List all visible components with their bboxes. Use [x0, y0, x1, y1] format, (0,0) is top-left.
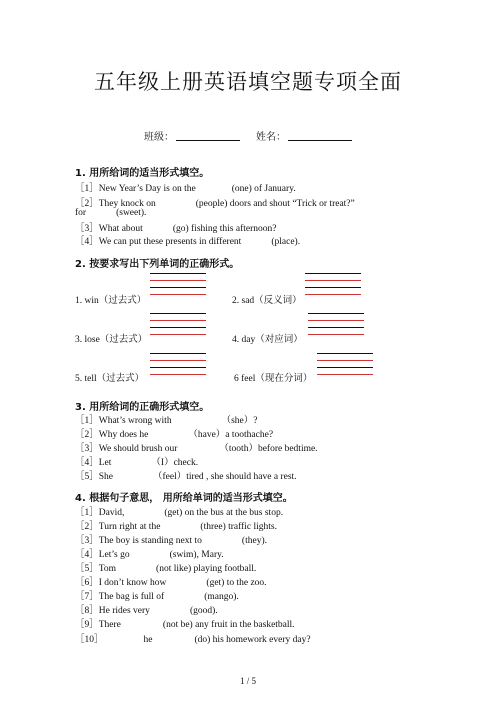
question-line: ［4］Let （I）check. [75, 458, 199, 468]
name-blank[interactable] [288, 140, 352, 141]
question-line: ［7］The bag is full of (mango). [75, 592, 239, 602]
question-line: ［6］I don’t know how (get) to the zoo. [75, 578, 267, 588]
answer-lines[interactable] [150, 313, 206, 341]
question-line: ［2］They knock on (people) doors and shout “Trick or treat?” [75, 199, 355, 209]
class-label: 班级： [144, 132, 174, 143]
word-item: 5. tell（过去式） [75, 374, 145, 384]
section-3-title: 3. 用所给词的正确形式填空。 [75, 402, 210, 413]
section-4-title: 4. 根据句子意思， 用所给单词的适当形式填空。 [75, 493, 293, 504]
question-line: ［1］David, (get) on the bus at the bus stop. [75, 508, 284, 518]
question-line: for (sweet). [75, 208, 147, 218]
page-number: 1 / 5 [239, 676, 256, 686]
question-line: ［10］ he (do) his homework every day? [75, 635, 311, 645]
question-line: ［3］The boy is standing next to (they). [75, 536, 267, 546]
answer-lines[interactable] [308, 313, 364, 341]
word-item: 1. win（过去式） [75, 296, 147, 306]
word-item: 3. lose（过去式） [75, 335, 148, 345]
question-line: ［9］There (not be) any fruit in the basketball. [75, 620, 295, 630]
section-2-title: 2. 按要求写出下列单词的正确形式。 [75, 259, 240, 270]
question-line: ［3］We should brush our （tooth）before bedtime. [75, 444, 318, 454]
question-line: ［2］Why does he （have）a toothache? [75, 430, 274, 440]
question-line: ［4］We can put these presents in different (place). [75, 237, 301, 247]
answer-lines[interactable] [305, 273, 361, 301]
question-line: ［2］Turn right at the (three) traffic lights. [75, 522, 278, 532]
name-label: 姓名： [256, 132, 286, 143]
student-info [0, 128, 496, 143]
word-item: 2. sad（反义词） [232, 296, 302, 306]
question-line: ［3］What about (go) fishing this afternoon? [75, 224, 277, 234]
question-line: ［1］New Year’s Day is on the (one) of January. [75, 184, 296, 194]
answer-lines[interactable] [150, 273, 206, 301]
question-line: ［8］He rides very (good). [75, 606, 218, 616]
question-line: ［5］Tom (not like) playing football. [75, 564, 257, 574]
word-item: 4. day（对应词） [232, 335, 303, 345]
question-line: ［4］Let’s go (swim), Mary. [75, 550, 224, 560]
word-item: 6 feel（现在分词） [234, 374, 313, 384]
answer-lines[interactable] [317, 353, 373, 381]
answer-lines[interactable] [150, 353, 206, 381]
section-1-title: 1. 用所给词的适当形式填空。 [75, 168, 210, 179]
page-title: 五年级上册英语填空题专项全面 [94, 70, 402, 94]
class-blank[interactable] [176, 140, 240, 141]
question-line: ［5］She （feel）tired , she should have a rest. [75, 472, 297, 482]
question-line: ［1］What’s wrong with （she）? [75, 416, 258, 426]
